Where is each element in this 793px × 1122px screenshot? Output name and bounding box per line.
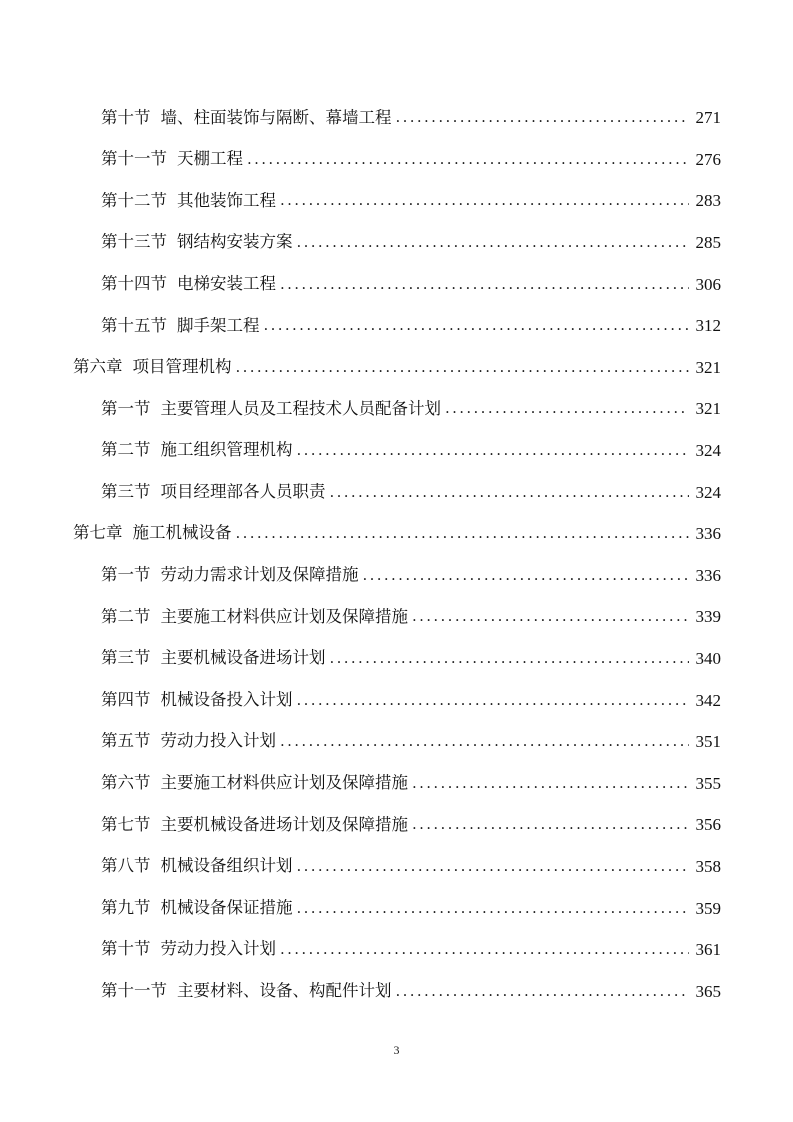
toc-entry[interactable] bbox=[0, 638, 793, 680]
dot-leader bbox=[330, 651, 690, 666]
dot-leader bbox=[396, 984, 690, 999]
toc-entry-title: 主要机械设备进场计划 bbox=[160, 648, 326, 668]
dot-leader bbox=[247, 152, 689, 167]
toc-entry-page: 351 bbox=[695, 732, 721, 752]
toc-entry-number: 第六节 bbox=[101, 773, 151, 793]
toc-entry-title: 施工机械设备 bbox=[132, 523, 232, 543]
toc-entry-page: 312 bbox=[695, 316, 721, 336]
toc-entry-title: 主要材料、设备、构配件计划 bbox=[177, 981, 392, 1001]
table-of-contents bbox=[0, 97, 793, 1012]
toc-entry-page: 365 bbox=[695, 981, 721, 1001]
dot-leader bbox=[297, 901, 690, 916]
toc-entry-title: 脚手架工程 bbox=[177, 315, 260, 335]
toc-entry-number: 第七章 bbox=[73, 523, 123, 543]
dot-leader bbox=[363, 568, 690, 583]
toc-entry-page: 283 bbox=[695, 191, 721, 211]
toc-entry-page: 356 bbox=[695, 815, 721, 835]
toc-entry-title: 劳动力投入计划 bbox=[160, 731, 276, 751]
toc-entry-title: 劳动力需求计划及保障措施 bbox=[160, 565, 359, 585]
toc-entry[interactable] bbox=[0, 430, 793, 472]
toc-entry[interactable] bbox=[0, 139, 793, 181]
toc-entry-page: 276 bbox=[695, 149, 721, 169]
toc-entry-number: 第二节 bbox=[101, 440, 151, 460]
toc-entry-title: 墙、柱面装饰与隔断、幕墙工程 bbox=[160, 107, 392, 127]
toc-entry[interactable] bbox=[0, 929, 793, 971]
toc-entry-page: 359 bbox=[695, 898, 721, 918]
dot-leader bbox=[297, 443, 690, 458]
toc-entry-title: 项目经理部各人员职责 bbox=[160, 481, 326, 501]
dot-leader bbox=[396, 110, 690, 125]
toc-entry-page: 285 bbox=[695, 233, 721, 253]
toc-entry[interactable] bbox=[0, 555, 793, 597]
dot-leader bbox=[297, 235, 690, 250]
dot-leader bbox=[297, 693, 690, 708]
dot-leader bbox=[330, 485, 690, 500]
toc-entry-page: 339 bbox=[695, 607, 721, 627]
toc-entry-page: 271 bbox=[695, 108, 721, 128]
dot-leader bbox=[280, 193, 689, 208]
toc-entry[interactable] bbox=[0, 721, 793, 763]
toc-entry-title: 电梯安装工程 bbox=[177, 273, 276, 293]
toc-entry-title: 主要机械设备进场计划及保障措施 bbox=[160, 814, 408, 834]
toc-entry-page: 321 bbox=[695, 399, 721, 419]
toc-entry-number: 第六章 bbox=[73, 357, 123, 377]
dot-leader bbox=[280, 734, 689, 749]
toc-entry-number: 第十四节 bbox=[101, 273, 167, 293]
toc-entry[interactable] bbox=[0, 804, 793, 846]
toc-entry-number: 第十节 bbox=[101, 939, 151, 959]
toc-entry-number: 第十五节 bbox=[101, 315, 167, 335]
toc-entry[interactable] bbox=[0, 222, 793, 264]
toc-entry-title: 主要施工材料供应计划及保障措施 bbox=[160, 606, 408, 626]
toc-entry-number: 第一节 bbox=[101, 398, 151, 418]
dot-leader bbox=[412, 817, 689, 832]
dot-leader bbox=[280, 942, 689, 957]
dot-leader bbox=[297, 859, 690, 874]
toc-entry[interactable] bbox=[0, 970, 793, 1012]
toc-entry-page: 306 bbox=[695, 274, 721, 294]
toc-entry[interactable] bbox=[0, 180, 793, 222]
toc-entry-number: 第三节 bbox=[101, 648, 151, 668]
toc-entry-title: 劳动力投入计划 bbox=[160, 939, 276, 959]
toc-entry[interactable] bbox=[0, 596, 793, 638]
toc-entry[interactable] bbox=[0, 471, 793, 513]
toc-entry-page: 324 bbox=[695, 441, 721, 461]
toc-entry-page: 342 bbox=[695, 690, 721, 710]
toc-entry-title: 天棚工程 bbox=[177, 149, 243, 169]
dot-leader bbox=[236, 526, 690, 541]
dot-leader bbox=[412, 776, 689, 791]
toc-entry-number: 第二节 bbox=[101, 606, 151, 626]
toc-entry-number: 第十节 bbox=[101, 107, 151, 127]
toc-entry[interactable] bbox=[0, 679, 793, 721]
toc-entry[interactable] bbox=[0, 263, 793, 305]
toc-entry-title: 机械设备组织计划 bbox=[160, 856, 293, 876]
toc-entry-page: 336 bbox=[695, 565, 721, 585]
toc-entry-title: 钢结构安装方案 bbox=[177, 232, 293, 252]
dot-leader bbox=[280, 277, 689, 292]
dot-leader bbox=[236, 360, 690, 375]
toc-entry-page: 336 bbox=[695, 524, 721, 544]
toc-entry-title: 机械设备保证措施 bbox=[160, 897, 293, 917]
toc-entry[interactable] bbox=[0, 763, 793, 805]
dot-leader bbox=[264, 318, 690, 333]
toc-entry-number: 第一节 bbox=[101, 565, 151, 585]
toc-entry[interactable] bbox=[0, 887, 793, 929]
toc-entry-page: 340 bbox=[695, 649, 721, 669]
dot-leader bbox=[445, 401, 689, 416]
toc-entry-number: 第五节 bbox=[101, 731, 151, 751]
toc-entry-number: 第十二节 bbox=[101, 190, 167, 210]
toc-entry-page: 361 bbox=[695, 940, 721, 960]
toc-chapter-entry[interactable] bbox=[0, 513, 793, 555]
toc-chapter-entry[interactable] bbox=[0, 347, 793, 389]
toc-entry-number: 第九节 bbox=[101, 897, 151, 917]
toc-entry-page: 355 bbox=[695, 773, 721, 793]
toc-entry[interactable] bbox=[0, 846, 793, 888]
toc-entry-page: 358 bbox=[695, 856, 721, 876]
toc-entry-number: 第十一节 bbox=[101, 981, 167, 1001]
toc-entry-title: 主要管理人员及工程技术人员配备计划 bbox=[160, 398, 441, 418]
toc-entry-number: 第十一节 bbox=[101, 149, 167, 169]
toc-entry-number: 第十三节 bbox=[101, 232, 167, 252]
toc-entry-title: 项目管理机构 bbox=[132, 357, 232, 377]
dot-leader bbox=[412, 609, 689, 624]
toc-entry-title: 主要施工材料供应计划及保障措施 bbox=[160, 773, 408, 793]
toc-entry-number: 第八节 bbox=[101, 856, 151, 876]
toc-entry[interactable] bbox=[0, 388, 793, 430]
page-number: 3 bbox=[393, 1043, 400, 1057]
toc-entry-number: 第四节 bbox=[101, 689, 151, 709]
toc-entry-title: 机械设备投入计划 bbox=[160, 689, 293, 709]
toc-entry-number: 第七节 bbox=[101, 814, 151, 834]
toc-entry-page: 324 bbox=[695, 482, 721, 502]
toc-entry-page: 321 bbox=[695, 357, 721, 377]
toc-entry[interactable] bbox=[0, 305, 793, 347]
toc-entry-title: 其他装饰工程 bbox=[177, 190, 276, 210]
toc-entry-number: 第三节 bbox=[101, 481, 151, 501]
toc-entry[interactable] bbox=[0, 97, 793, 139]
toc-entry-title: 施工组织管理机构 bbox=[160, 440, 293, 460]
